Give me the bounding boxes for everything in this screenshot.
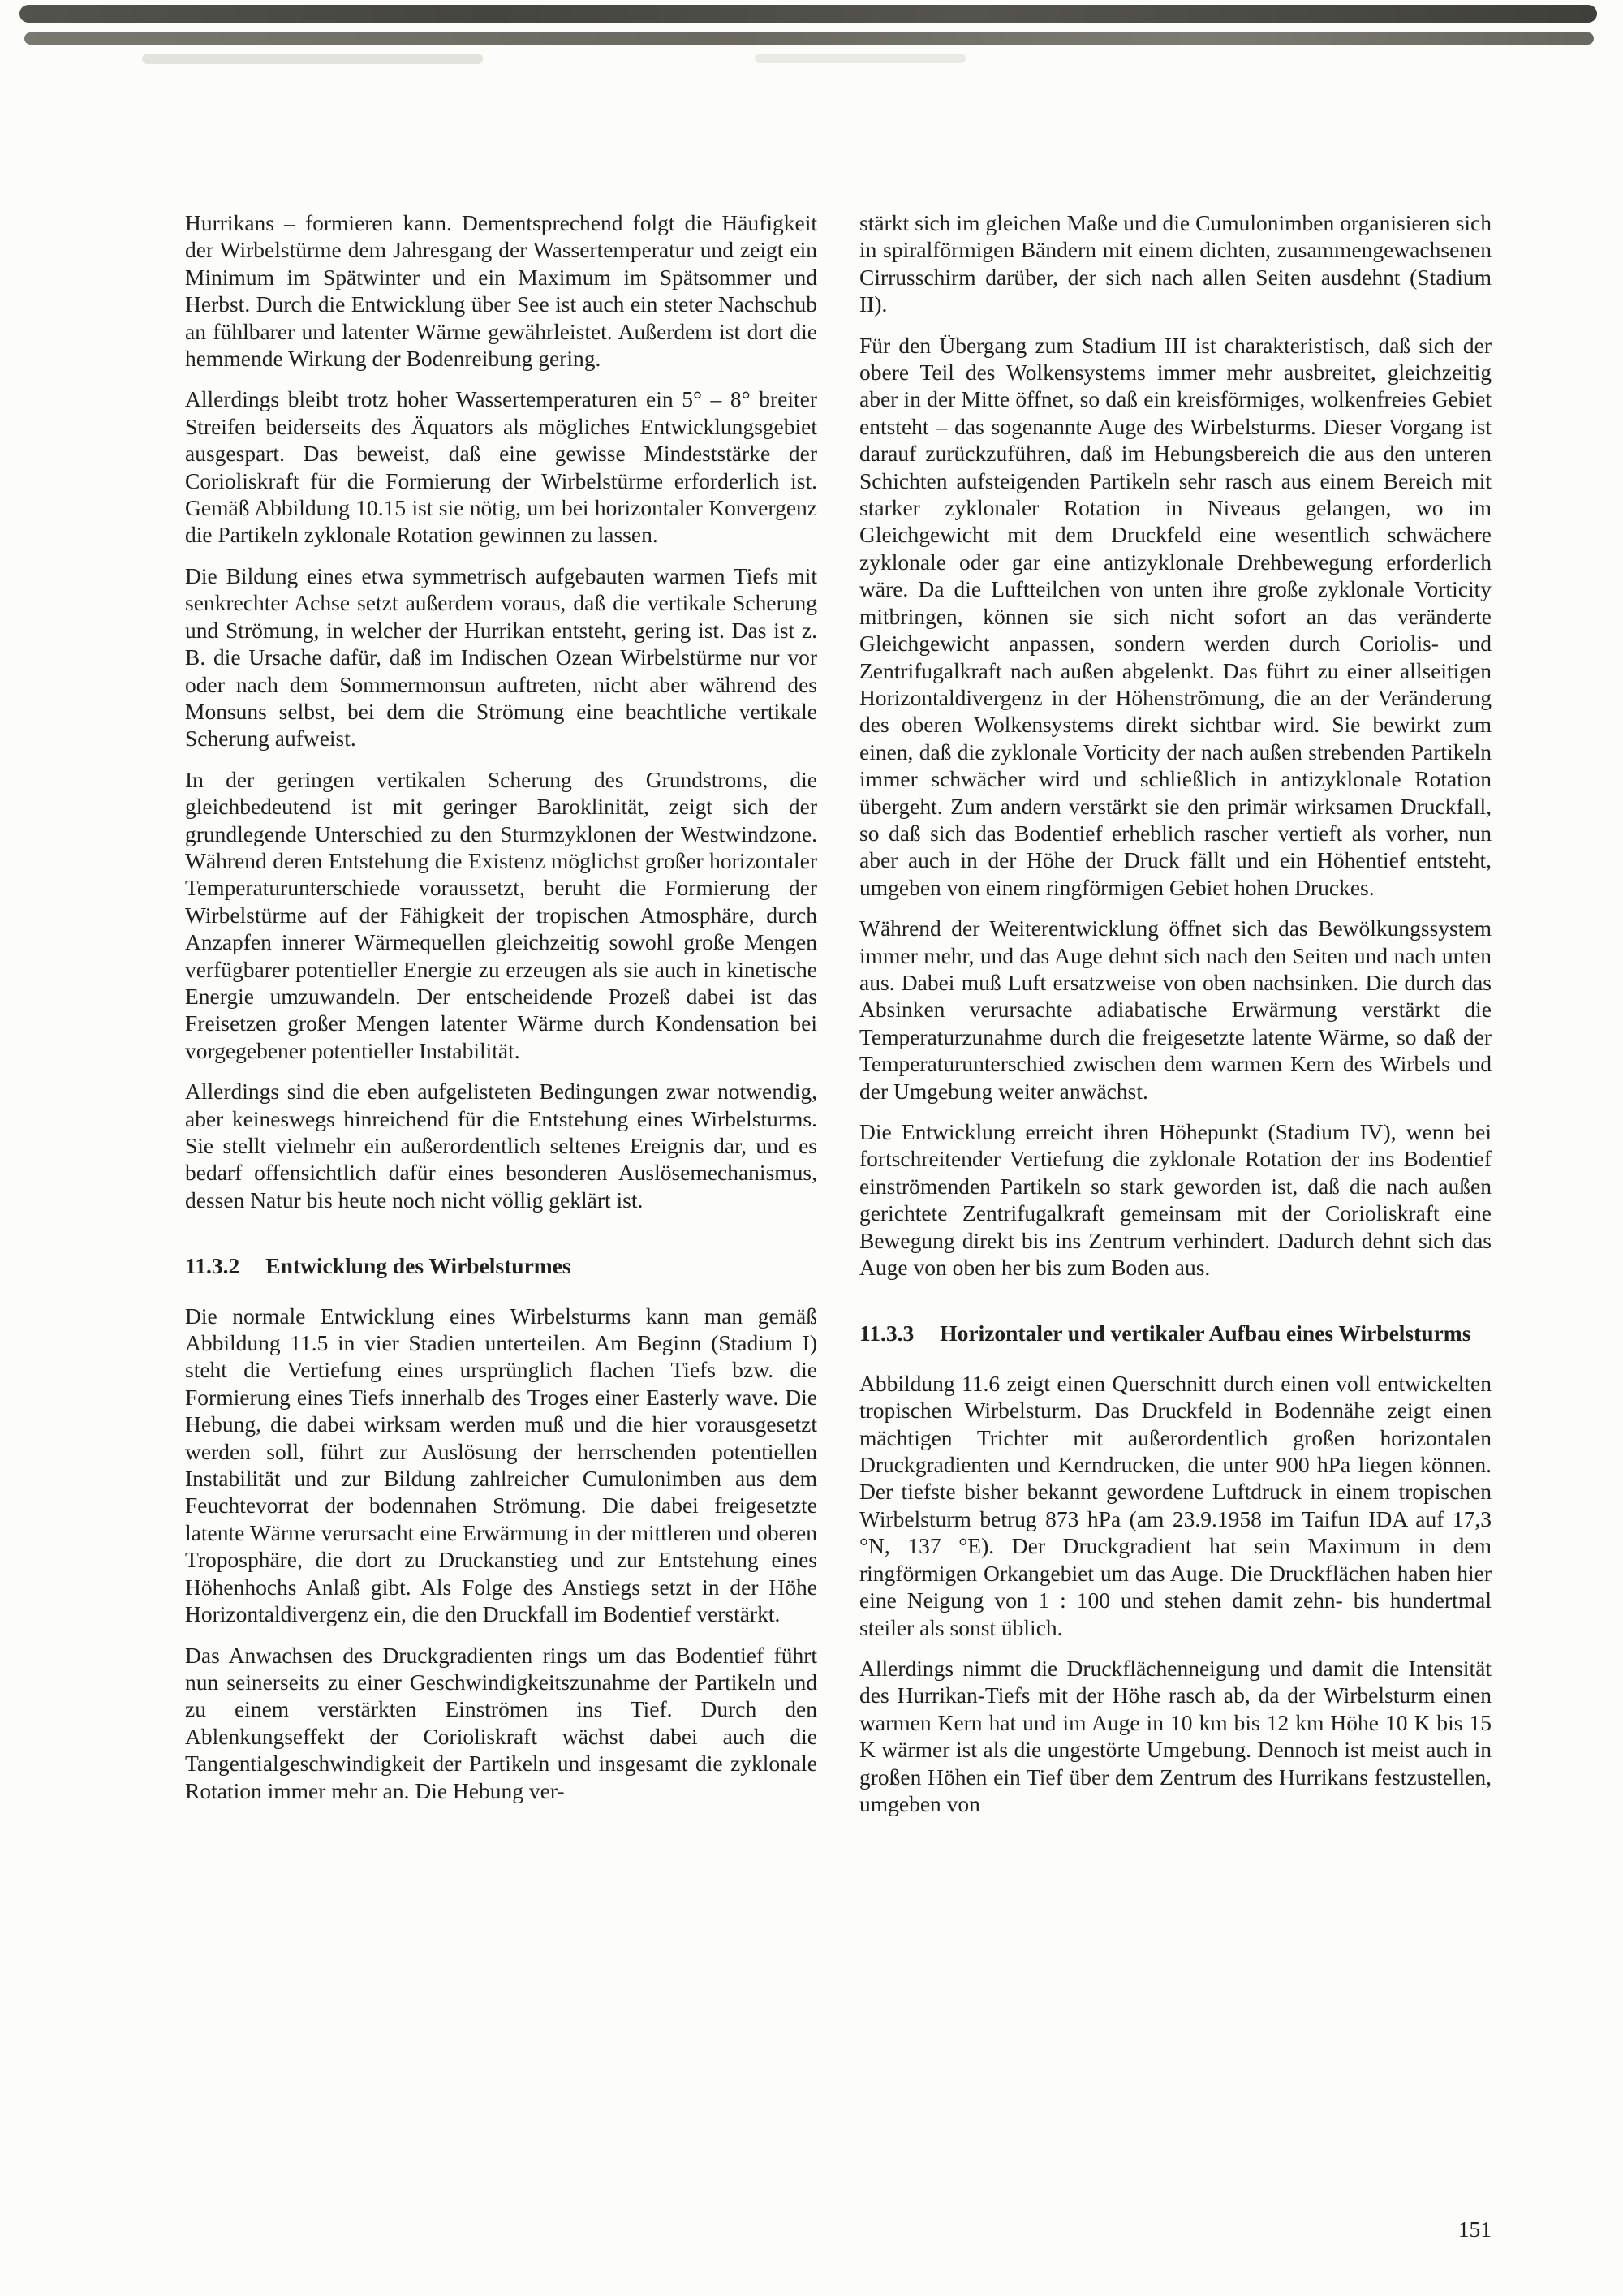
section-heading-11-3-2 [185, 1252, 817, 1279]
paragraph-right-1: stärkt sich im gleichen Maße und die Cumulonimben organisieren sich in spiralförmigen Bändern mit einem dichten, zusammengewachsenen Cirrusschirm darüber, der sich nach allen Seiten ausdehnt (Stadium II). [859, 210, 1492, 317]
paragraph-right-6: Allerdings nimmt die Druckflächenneigung und damit die Intensität des Hurrikan-Tiefs mit der Höhe rasch ab, da der Wirbelsturm einen warmen Kern hat und im Auge in 10 km bis 12 km Höhe 10 K bis 15 K wärmer ist als die ungestörte Umgebung. Dennoch ist meist auch in großen Höhen ein Tief über dem Zentrum des Hurrikans festzustellen, umgeben von [859, 1655, 1492, 1816]
paragraph-left-4: In der geringen vertikalen Scherung des Grundstroms, die gleichbedeutend ist mit geringer Baroklinität, zeigt sich der grundlegende Unterschied zu den Sturmzyklonen der Westwindzone. Während deren Entstehung die Existenz möglichst großer horizontaler Temperaturunterschiede voraussetzt, beruht die Formierung der Wirbelstürme auf der Fähigkeit der tropischen Atmosphäre, durch Anzapfen innerer Wärmequellen gleichzeitig sowohl große Mengen verfügbarer potentieller Energie zu erzeugen als sie auch in kinetische Energie umzuwandeln. Der entscheidende Prozeß dabei ist das Freisetzen großer Mengen latenter Wärme durch Kondensation bei vorgegebener potentieller Instabilität. [185, 766, 817, 1063]
paragraph-left-7: Das Anwachsen des Druckgradienten rings um das Bodentief führt nun seinerseits zu einer Geschwindigkeitszunahme der Partikeln und zu einem verstärkten Einströmen ins Tief. Durch den Ablenkungseffekt der Corioliskraft wächst dabei auch die Tangentialgeschwindigkeit der Partikeln und insgesamt die zyklonale Rotation immer mehr an. Die Hebung ver- [185, 1642, 817, 1803]
section-title: Entwicklung des Wirbelsturmes [265, 1253, 571, 1279]
left-column [185, 209, 817, 1817]
paragraph-right-2: Für den Übergang zum Stadium III ist charakteristisch, daß sich der obere Teil des Wolkensystems immer mehr ausbreitet, gleichzeitig aber in der Mitte öffnet, so daß ein kreisförmiges, wolkenfreies Gebiet entsteht – das sogenannte Auge des Wirbelsturms. Dieser Vorgang ist darauf zurückzuführen, daß im Hebungsbereich die aus den unteren Schichten aufsteigenden Partikeln sehr rasch aus einem Bereich mit starker zyklonaler Rotation in Niveaus gelangen, wo im Gleichgewicht mit dem Druckfeld eine wesentlich schwächere zyklonale oder gar eine antizyklonale Drehbewegung erforderlich wäre. Da die Luftteilchen von unten ihre große zyklonale Vorticity mitbringen, können sie sich nicht sofort an das veränderte Gleichgewicht anpassen, sondern werden durch Coriolis- und Zentrifugalkraft nach außen abgelenkt. Das führt zu einer allseitigen Horizontaldivergenz in der Höhenströmung, die an der Veränderung des oberen Wolkensystems direkt sichtbar wird. Sie bewirkt zum einen, daß die zyklonale Vorticity der nach außen strebenden Partikeln immer schwächer wird und schließlich in antizyklonale Rotation übergeht. Zum andern verstärkt sie den primär wirksamen Druckfall, so daß sich das Bodentief erheblich rascher vertieft als vorher, nun aber auch in der Höhe der Druck fällt und ein Höhentief entsteht, umgeben von einem ringförmigen Gebiet hohen Druckes. [859, 332, 1492, 900]
paragraph-left-6: Die normale Entwicklung eines Wirbelsturms kann man gemäß Abbildung 11.5 in vier Stadien unterteilen. Am Beginn (Stadium I) steht die Vertiefung eines ursprünglich flachen Tiefs bzw. die Formierung eines Tiefs innerhalb des Troges einer Easterly wave. Die Hebung, die dabei wirksam werden muß und die hier vorausgesetzt werden soll, führt zur Auslösung der herrschenden potentiellen Instabilität und zur Bildung zahlreicher Cumulonimben aus dem Feuchtevorrat der bodennahen Strömung. Die dabei freigesetzte latente Wärme verursacht eine Erwärmung in der mittleren und oberen Troposphäre, die dort zu Druckanstieg und zur Entstehung eines Höhenhochs Anlaß gibt. Als Folge des Anstiegs setzt in der Höhe Horizontaldivergenz ein, die den Druckfall im Bodentief verstärkt. [185, 1303, 817, 1627]
scan-artifact-smudge-left [142, 54, 483, 64]
section-title: Horizontaler und vertikaler Aufbau eines Wirbelsturms [940, 1320, 1471, 1346]
paragraph-left-1: Hurrikans – formieren kann. Dementsprechend folgt die Häufigkeit der Wirbelstürme dem Jahresgang der Wassertemperatur und zeigt ein Minimum im Spätwinter und ein Maximum im Spätsommer und Herbst. Durch die Entwicklung über See ist auch ein steter Nachschub an fühlbarer und latenter Wärme gewährleistet. Außerdem ist dort die hemmende Wirkung der Bodenreibung gering. [185, 210, 817, 372]
page-number: 151 [1457, 2216, 1492, 2242]
section-number: 11.3.3 [859, 1320, 915, 1346]
paragraph-left-3: Die Bildung eines etwa symmetrisch aufgebauten warmen Tiefs mit senkrechter Achse setzt außerdem voraus, daß die vertikale Scherung und Strömung, in welcher der Hurrikan entsteht, gering ist. Das ist z. B. die Ursache dafür, daß im Indischen Ozean Wirbelstürme nur vor oder nach dem Sommermonsun auftreten, nicht aber während des Monsuns selbst, bei dem die Strömung eine beachtliche vertikale Scherung aufweist. [185, 562, 817, 752]
paragraph-left-5: Allerdings sind die eben aufgelisteten Bedingungen zwar notwendig, aber keineswegs hinreichend für die Entstehung eines Wirbelsturms. Sie stellt vielmehr ein außerordentlich seltenes Ereignis dar, und es bedarf offensichtlich dafür eines besonderen Auslösemechanismus, dessen Natur bis heute noch nicht völlig geklärt ist. [185, 1079, 817, 1213]
scan-artifact-second-bar [24, 32, 1594, 45]
scan-artifact-top-bar [19, 5, 1597, 23]
paragraph-right-5: Abbildung 11.6 zeigt einen Querschnitt durch einen voll entwickelten tropischen Wirbelsturm. Das Druckfeld in Bodennähe zeigt einen mächtigen Trichter mit außerordentlich großen horizontalen Druckgradienten und Kerndrucken, die unter 900 hPa liegen können. Der tiefste bisher bekannt gewordene Luftdruck in einem tropischen Wirbelsturm betrug 873 hPa (am 23.9.1958 im Taifun IDA auf 17,3 °N, 137 °E). Der Druckgradient hat sein Maximum in dem ringförmigen Orkangebiet um das Auge. Die Druckflächen haben hier eine Neigung von 1 : 100 und stehen damit zehn- bis hundertmal steiler als sonst üblich. [859, 1370, 1492, 1640]
right-column [859, 209, 1492, 1817]
page-content [185, 209, 1492, 1817]
scan-artifact-smudge-right [755, 54, 966, 63]
paragraph-right-3: Während der Weiterentwicklung öffnet sich das Bewölkungssystem immer mehr, und das Auge dehnt sich nach den Seiten und nach unten aus. Dabei muß Luft ersatzweise von oben nachsinken. Die durch das Absinken verursachte adiabatische Erwärmung verstärkt die Temperaturzunahme durch die freigesetzte latente Wärme, so daß der Temperaturunterschied zwischen dem warmen Kern des Wirbels und der Umgebung weiter anwächst. [859, 915, 1492, 1104]
paragraph-left-2: Allerdings bleibt trotz hoher Wassertemperaturen ein 5° – 8° breiter Streifen beiderseits des Äquators als mögliches Entwicklungsgebiet ausgespart. Das beweist, daß eine gewisse Mindeststärke der Corioliskraft für die Formierung der Wirbelstürme erforderlich ist. Gemäß Abbildung 10.15 ist sie nötig, um bei horizontaler Konvergenz die Partikeln zyklonale Rotation gewinnen zu lassen. [185, 386, 817, 548]
section-number: 11.3.2 [185, 1253, 240, 1279]
paragraph-right-4: Die Entwicklung erreicht ihren Höhepunkt (Stadium IV), wenn bei fortschreitender Vertiefung die zyklonale Rotation der ins Bodentief einströmenden Partikeln so stark geworden ist, daß die nach außen gerichtete Zentrifugalkraft gemeinsam mit der Corioliskraft eine Bewegung direkt bis ins Zentrum verhindert. Dadurch dehnt sich das Auge von oben her bis zum Boden aus. [859, 1119, 1492, 1281]
section-heading-11-3-3 [859, 1320, 1492, 1346]
